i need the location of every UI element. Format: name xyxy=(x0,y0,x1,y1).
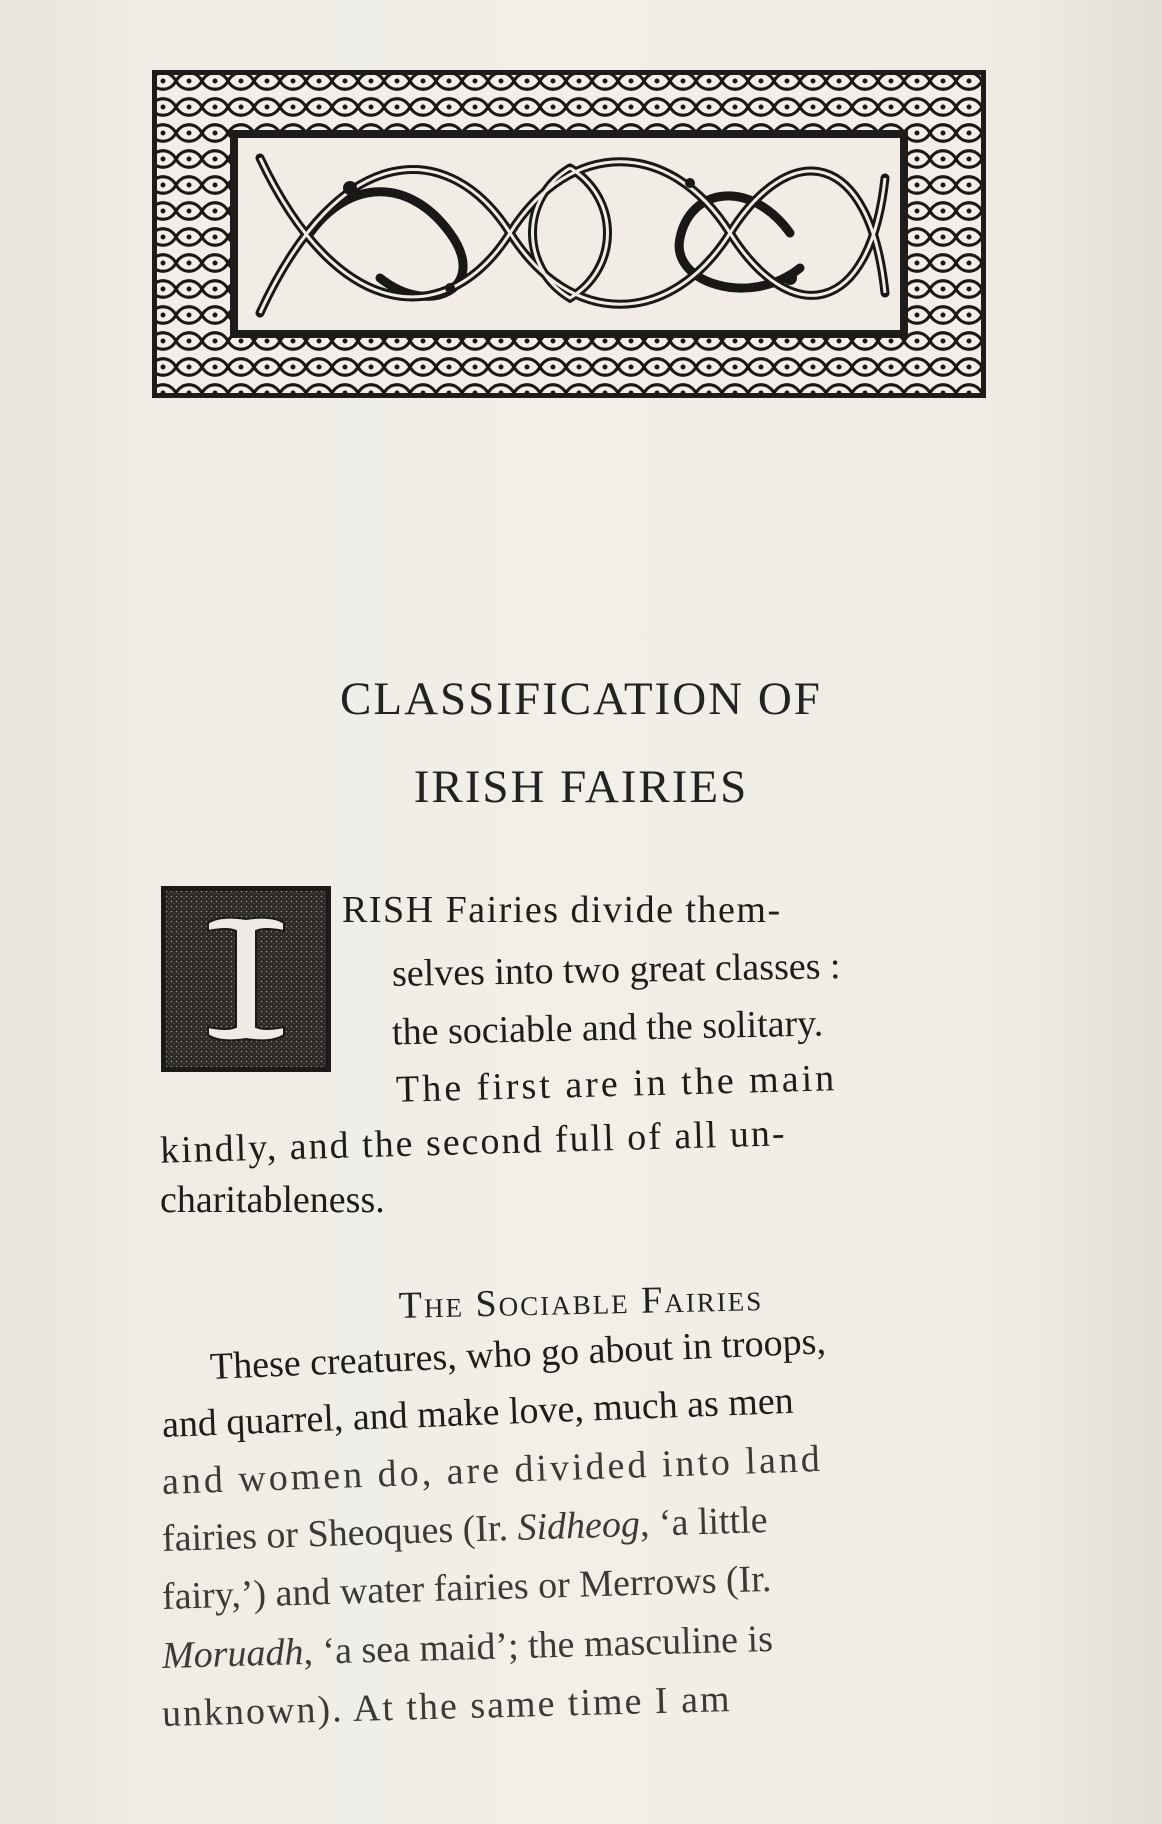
sociable-line-4: fairies or Sheoques (Ir. Sidheog, ‘a little xyxy=(161,1498,769,1560)
sociable-line-7: unknown). At the same time I am xyxy=(161,1678,732,1735)
celtic-knot-headpiece xyxy=(150,68,988,400)
intro-line-4: The first are in the main xyxy=(395,1057,838,1111)
intro-line-2: selves into two great classes : xyxy=(391,945,841,995)
sociable-line-5: fairy,’) and water fairies or Merrows (Ir. xyxy=(161,1557,772,1618)
sociable-line-1: These creatures, who go about in troops, xyxy=(209,1320,827,1388)
sociable-line-2: and quarrel, and make love, much as men xyxy=(161,1379,795,1446)
intro-line-3: the sociable and the solitary. xyxy=(391,1002,824,1054)
section-heading: The Sociable Fairies xyxy=(398,1277,764,1327)
intro-line-1: RISH Fairies divide them- xyxy=(342,889,782,931)
chapter-title-line-1: CLASSIFICATION OF xyxy=(340,673,822,725)
chapter-title-line-2: IRISH FAIRIES xyxy=(413,761,749,813)
illuminated-drop-cap xyxy=(160,885,332,1073)
moruadh-term: Moruadh xyxy=(161,1631,304,1677)
intro-line-6: charitableness. xyxy=(160,1179,385,1221)
sidheog-term: Sidheog xyxy=(516,1502,641,1549)
intro-line-5: kindly, and the second full of all un- xyxy=(159,1112,787,1172)
sociable-line-6: Moruadh, ‘a sea maid’; the masculine is xyxy=(161,1617,774,1677)
sociable-line-3: and women do, are divided into land xyxy=(161,1437,824,1503)
